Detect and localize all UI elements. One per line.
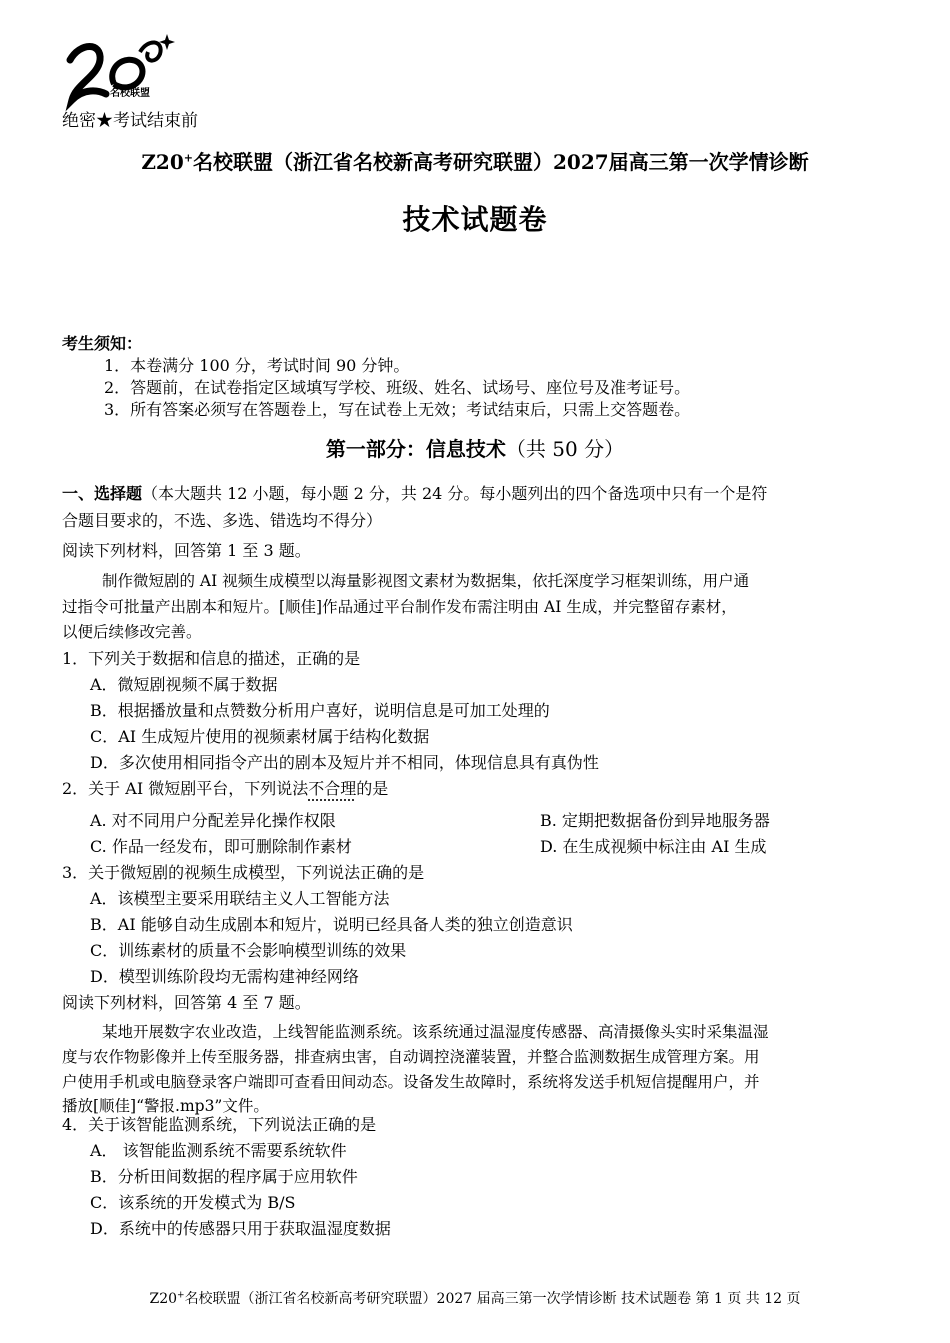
- footer-sup: +: [177, 1290, 185, 1301]
- option: C．AI 生成短片使用的视频素材属于结构化数据: [90, 727, 430, 746]
- section-desc-line2: 合题目要求的，不选、多选、错选均不得分）: [62, 511, 383, 530]
- option: C．该系统的开发模式为 B/S: [90, 1193, 296, 1212]
- reading-line: 播放[顺佳]“警报.mp3”文件。: [62, 1097, 269, 1115]
- secret-label: 绝密★考试结束前: [62, 111, 198, 131]
- question-stem: 3．关于微短剧的视频生成模型，下列说法正确的是: [62, 863, 425, 882]
- reading-line: 某地开展数字农业改造，上线智能监测系统。该系统通过温湿度传感器、高清摄像头实时采集温湿: [102, 1023, 769, 1041]
- part-title: [0, 433, 950, 462]
- option: A．该模型主要采用联结主义人工智能方法: [90, 889, 390, 908]
- notice-item: 1．本卷满分 100 分，考试时间 90 分钟。: [104, 356, 410, 375]
- notice-item: 2．答题前，在试卷指定区域填写学校、班级、姓名、试场号、座位号及准考证号。: [104, 378, 691, 397]
- reading-intro: 阅读下列材料，回答第 1 至 3 题。: [62, 541, 311, 560]
- question-stem: 1．下列关于数据和信息的描述，正确的是: [62, 649, 361, 668]
- part-title-score: （共 50 分）: [505, 437, 625, 461]
- option: B．分析田间数据的程序属于应用软件: [90, 1167, 358, 1186]
- option: B. 定期把数据备份到异地服务器: [540, 811, 770, 830]
- notice-heading: 考生须知：: [62, 334, 143, 353]
- stem-part: 的是: [356, 779, 389, 798]
- option: D. 在生成视频中标注由 AI 生成: [540, 837, 767, 856]
- notice-item: 3．所有答案必须写在答题卷上，写在试卷上无效；考试结束后，只需上交答题卷。: [104, 400, 691, 419]
- reading-line: 户使用手机或电脑登录客户端即可查看田间动态。设备发生故障时，系统将发送手机短信提醒用户，并: [62, 1073, 760, 1091]
- reading-intro: 阅读下列材料，回答第 4 至 7 题。: [62, 993, 311, 1012]
- logo-graphic: [62, 32, 177, 117]
- title-prefix: Z20: [141, 150, 184, 174]
- footer-text: 名校联盟（浙江省名校新高考研究联盟）2027 届高三第一次学情诊断 技术试题卷 第 1 页 共 12 页: [184, 1291, 801, 1307]
- stem-part: 2．关于 AI 微短剧平台，下列说法: [62, 779, 309, 798]
- section-desc: （本大题共 12 小题，每小题 2 分，共 24 分。每小题列出的四个备选项中只有一个是符: [142, 484, 768, 503]
- reading-line: 以便后续修改完善。: [62, 623, 202, 641]
- option: B．根据播放量和点赞数分析用户喜好，说明信息是可加工处理的: [90, 701, 550, 720]
- question-stem: [62, 776, 388, 799]
- option: C．训练素材的质量不会影响模型训练的效果: [90, 941, 407, 960]
- option: B．AI 能够自动生成剧本和短片，说明已经具备人类的独立创造意识: [90, 915, 573, 934]
- logo-text: 名校联盟: [110, 88, 150, 99]
- question-stem: 4．关于该智能监测系统，下列说法正确的是: [62, 1115, 377, 1134]
- option: D．多次使用相同指令产出的剧本及短片并不相同，体现信息具有真伪性: [90, 753, 599, 772]
- option: A. 对不同用户分配差异化操作权限: [90, 811, 336, 830]
- option: C. 作品一经发布，即可删除制作素材: [90, 837, 352, 856]
- footer-prefix: Z20: [149, 1291, 178, 1307]
- reading-line: 制作微短剧的 AI 视频生成模型以海量影视图文素材为数据集，依托深度学习框架训练，用户通: [102, 572, 750, 590]
- title-sup: +: [183, 151, 193, 165]
- exam-subtitle: 技术试题卷: [402, 203, 548, 236]
- title-rest: 名校联盟（浙江省名校新高考研究联盟）2027届高三第一次学情诊断: [192, 150, 809, 174]
- exam-title: [0, 146, 950, 175]
- section-heading: [62, 481, 767, 504]
- reading-line: 度与农作物影像并上传至服务器，排查病虫害，自动调控浇灌装置，并整合监测数据生成管理方案。用: [62, 1048, 760, 1066]
- reading-line: 过指令可批量产出剧本和短片。[顺佳]作品通过平台制作发布需注明由 AI 生成，并完整留存素材，: [62, 598, 737, 616]
- logo: [62, 32, 177, 117]
- option: D．模型训练阶段均无需构建神经网络: [90, 967, 359, 986]
- stem-emphasis: 不合理: [308, 779, 357, 798]
- option: A．微短剧视频不属于数据: [90, 675, 278, 694]
- section-label: 一、选择题: [62, 484, 143, 503]
- page-footer: [0, 1288, 950, 1308]
- option: D．系统中的传感器只用于获取温湿度数据: [90, 1219, 391, 1238]
- option: A． 该智能监测系统不需要系统软件: [90, 1141, 347, 1160]
- part-title-main: 第一部分：信息技术: [325, 437, 506, 461]
